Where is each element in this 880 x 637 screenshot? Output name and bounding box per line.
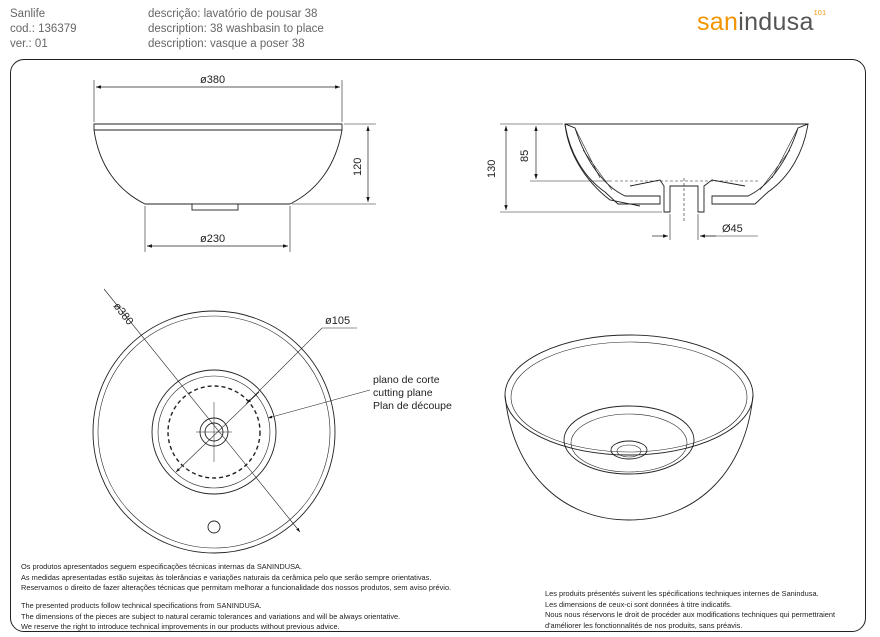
base-diameter-label: ø230	[200, 233, 226, 245]
note-en-2: The dimensions of the pieces are subject to natural ceramic tolerances and variations and will be always orientative.	[21, 611, 401, 621]
description-pt: descrição: lavatório de pousar 38	[148, 8, 318, 20]
plan-view	[93, 289, 370, 553]
drain-diameter-label: Ø45	[722, 223, 743, 235]
section-view	[500, 124, 808, 240]
note-pt-2: As medidas apresentadas estão sujeitas às tolerâncias e variações naturais da cerâmica pelo que serão sempre orientativas.	[21, 572, 432, 582]
note-en-1: The presented products follow technical specifications from SANINDUSA.	[21, 601, 262, 610]
cutting-plane-pt: plano de corte	[373, 374, 440, 386]
cutting-plane-en: cutting plane	[373, 387, 433, 399]
plan-diameter-label: ø380	[110, 300, 136, 328]
perspective-view	[505, 335, 753, 520]
note-fr-4: d'améliorer les fonctionnalités de nos produits, sans préavis.	[545, 620, 743, 630]
product-code: cod.: 136379	[10, 23, 77, 35]
section-depth-label: 85	[519, 149, 531, 162]
section-height-label: 130	[486, 159, 498, 178]
description-en: description: 38 washbasin to place	[148, 23, 324, 35]
top-diameter-label: ø380	[200, 74, 226, 86]
note-fr-1: Les produits présentés suivent les spécifications techniques internes de Sanindusa.	[545, 589, 819, 598]
notes-portuguese	[21, 562, 451, 594]
notes-english	[21, 601, 400, 633]
sanindusa-logo: sanindusa$^{101}$	[697, 8, 827, 36]
note-pt-3: Reservamos o direito de fazer alterações técnicas que permitam melhorar a funcionalidade dos nossos produtos, sem aviso prévio.	[21, 583, 452, 593]
cutting-plane-fr: Plan de découpe	[373, 400, 452, 412]
description-fr: description: vasque a poser 38	[148, 38, 305, 50]
product-name: Sanlife	[10, 8, 46, 20]
note-fr-3: Nous nous réservons le droit de procéder aux modifications techniques qui permettraient	[545, 610, 836, 620]
height-label: 120	[352, 157, 364, 176]
drain-plan-diameter-label: ø105	[325, 315, 351, 327]
front-elevation-view	[94, 80, 376, 252]
notes-french	[545, 589, 835, 631]
product-version: ver.: 01	[10, 38, 48, 50]
note-pt-1: Os produtos apresentados seguem especificações técnicas internas da SANINDUSA.	[21, 562, 302, 571]
note-fr-2: Les dimensions de ceux-ci sont données à titre indicatifs.	[545, 599, 732, 609]
note-en-3: We reserve the right to introduce technical improvements in our products without previous advice.	[21, 622, 340, 632]
